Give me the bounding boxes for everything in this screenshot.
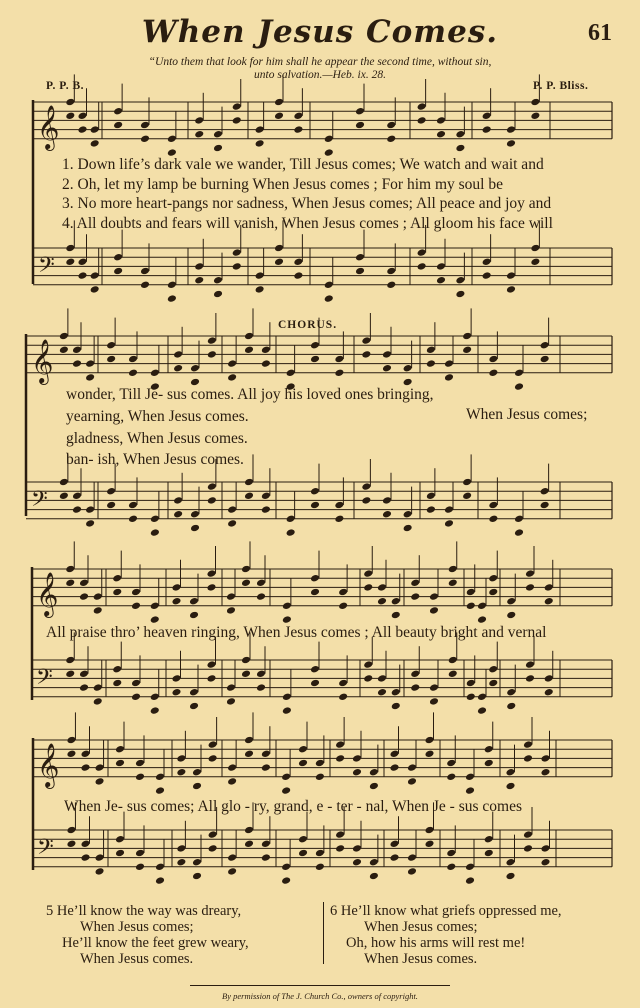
verse-6-line-2: When Jesus comes; (364, 919, 478, 935)
copyright-note: By permission of The J. Church Co., owners of copyright. (222, 991, 418, 1001)
footer-rule (190, 985, 450, 986)
chorus-line-1: wonder, Till Je- sus comes. All joy his loved ones bringing, (66, 386, 434, 403)
verse-6-line-1: 6 He’ll know what griefs oppressed me, (330, 903, 562, 919)
svg-text:𝄞: 𝄞 (37, 743, 60, 787)
svg-text:𝄞: 𝄞 (37, 105, 60, 149)
author-initials: P. P. B. (46, 80, 84, 92)
svg-text:𝄢: 𝄢 (37, 835, 54, 865)
page-number: 61 (588, 20, 612, 46)
hymn-title: When Jesus Comes. (141, 14, 499, 50)
system-4-lyric: When Je- sus comes; All glo - ry, grand, e - ter - nal, When Je - sus comes (64, 798, 522, 815)
svg-text:𝄢: 𝄢 (38, 253, 55, 283)
epigraph-line-2: unto salvation.—Heb. ix. 28. (254, 69, 386, 81)
verse-line-3: 3. No more heart-pangs nor sadness, When Jesus comes; All peace and joy and (62, 195, 552, 212)
verse-5-line-1: 5 He’ll know the way was dreary, (46, 903, 242, 919)
svg-text:𝄢: 𝄢 (36, 665, 53, 695)
chorus-line-3: gladness, When Jesus comes. (66, 430, 248, 447)
svg-text:𝄞: 𝄞 (36, 572, 59, 616)
verse-5-line-4: When Jesus comes. (80, 951, 194, 967)
verse-line-4: 4. All doubts and fears will vanish, When Jesus comes ; All gloom his face will (62, 215, 553, 232)
verse-line-1: 1. Down life’s dark vale we wander, Till Jesus comes; We watch and wait and (62, 156, 544, 173)
verse-line-2: 2. Oh, let my lamp be burning When Jesus comes ; For him my soul be (62, 176, 503, 193)
svg-text:𝄢: 𝄢 (31, 487, 48, 517)
chorus-label: CHORUS. (278, 319, 338, 331)
verse-divider (323, 902, 324, 964)
composer-credit: P. P. Bliss. (533, 80, 589, 92)
svg-text:𝄞: 𝄞 (31, 339, 54, 383)
verse-5-line-3: He’ll know the feet grew weary, (62, 935, 249, 951)
system-3-lyric: All praise thro’ heaven ringing, When Jesus comes ; All beauty bright and vernal (46, 624, 547, 641)
chorus-aside: When Jesus comes; (466, 406, 588, 423)
verse-5-line-2: When Jesus comes; (80, 919, 194, 935)
verse-6-line-4: When Jesus comes. (364, 951, 478, 967)
chorus-line-4: ban- ish, When Jesus comes. (66, 451, 244, 468)
epigraph-line-1: “Unto them that look for him shall he appear the second time, without sin, (148, 56, 492, 68)
verse-6-line-3: Oh, how his arms will rest me! (346, 935, 526, 951)
chorus-line-2: yearning, When Jesus comes. (66, 408, 249, 425)
